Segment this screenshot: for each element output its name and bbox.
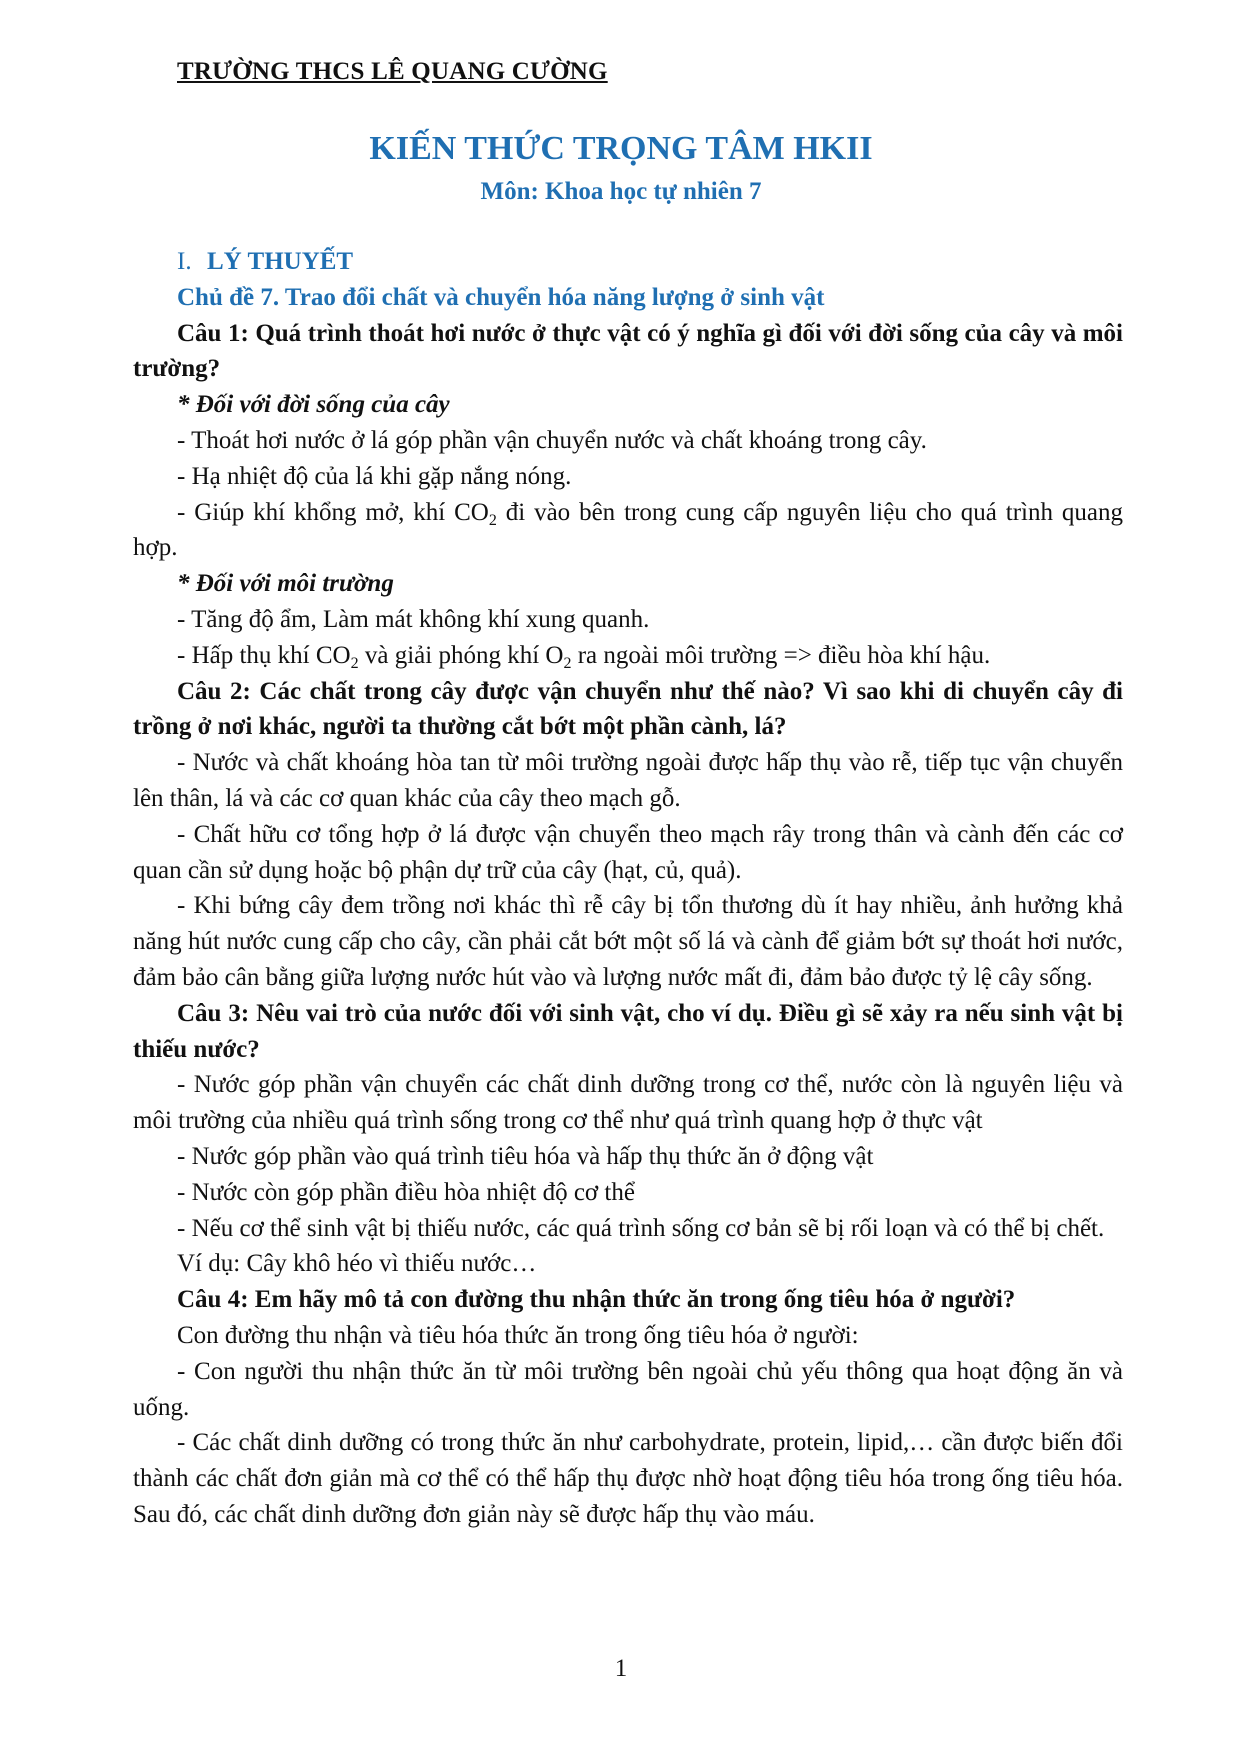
q3-example: Ví dụ: Cây khô héo vì thiếu nước…: [177, 1250, 537, 1278]
q4-paragraph: - Các chất dinh dưỡng có trong thức ăn như carbohydrate, protein, lipid,… cần được biến đổi thành các chất đơn giản mà cơ thể có thể hấp thụ được nhờ hoạt động tiêu hóa trong ống tiêu hóa. Sau đó, các chất dinh dưỡng đơn giản này sẽ được hấp thụ vào máu.: [133, 1429, 1123, 1528]
question-1: Câu 1: Quá trình thoát hơi nước ở thực vật có ý nghĩa gì đối với đời sống của cây và môi trường?: [133, 319, 1123, 383]
q1-paragraph: - Hạ nhiệt độ của lá khi gặp nắng nóng.: [177, 462, 572, 490]
school-name: TRƯỜNG THCS LÊ QUANG CƯỜNG: [177, 58, 608, 85]
document-body: [133, 244, 1123, 1533]
q1-paragraph: - Giúp khí khổng mở, khí $CO_2$ đi vào bên trong cung cấp nguyên liệu cho quá trình quang hợp.: [133, 498, 1123, 562]
question-2: Câu 2: Các chất trong cây được vận chuyển như thế nào? Vì sao khi di chuyển cây đi trồng ở nơi khác, người ta thường cắt bớt một phần cành, lá?: [133, 677, 1123, 741]
q2-paragraph: - Nước và chất khoáng hòa tan từ môi trường ngoài được hấp thụ vào rễ, tiếp tục vận chuyển lên thân, lá và các cơ quan khác của cây theo mạch gỗ.: [133, 749, 1123, 812]
section-title: LÝ THUYẾT: [207, 248, 354, 275]
q2-paragraph: - Chất hữu cơ tổng hợp ở lá được vận chuyển theo mạch rây trong thân và cành đến các cơ quan cần sử dụng hoặc bộ phận dự trữ của cây (hạt, củ, quả).: [133, 820, 1123, 884]
section-heading: [133, 244, 1123, 280]
q3-paragraph: - Nước còn góp phần điều hòa nhiệt độ cơ thể: [177, 1178, 635, 1206]
section-number: I.: [177, 248, 192, 275]
page-number: 1: [614, 1655, 628, 1682]
q4-paragraph: Con đường thu nhận và tiêu hóa thức ăn trong ống tiêu hóa ở người:: [177, 1321, 859, 1349]
question-3: Câu 3: Nêu vai trò của nước đối với sinh vật, cho ví dụ. Điều gì sẽ xảy ra nếu sinh vật bị thiếu nước?: [133, 999, 1123, 1063]
q1-subheading-plant: * Đối với đời sống của cây: [177, 391, 450, 419]
q1-paragraph: - Tăng độ ẩm, Làm mát không khí xung quanh.: [177, 605, 650, 633]
q1-subheading-environment: * Đối với môi trường: [177, 570, 394, 598]
document-subtitle: Môn: Khoa học tự nhiên 7: [480, 178, 762, 205]
q1-paragraph: - Thoát hơi nước ở lá góp phần vận chuyển nước và chất khoáng trong cây.: [177, 426, 927, 454]
q3-paragraph: - Nước góp phần vào quá trình tiêu hóa và hấp thụ thức ăn ở động vật: [177, 1142, 874, 1170]
q2-paragraph: - Khi bứng cây đem trồng nơi khác thì rễ cây bị tổn thương dù ít hay nhiều, ảnh hưởng khả năng hút nước cung cấp cho cây, cần phải cắt bớt một số lá và cành để giảm bớt sự thoát hơi nước, đảm bảo cân bằng giữa lượng nước hút vào và lượng nước mất đi, đảm bảo được tỷ lệ cây sống.: [133, 892, 1123, 991]
q1-paragraph: - Hấp thụ khí $CO_2$ và giải phóng khí $O_2$ ra ngoài môi trường => điều hòa khí hậu.: [177, 641, 991, 672]
q4-paragraph: - Con người thu nhận thức ăn từ môi trường bên ngoài chủ yếu thông qua hoạt động ăn và uống.: [133, 1357, 1123, 1421]
question-4: Câu 4: Em hãy mô tả con đường thu nhận thức ăn trong ống tiêu hóa ở người?: [177, 1286, 1016, 1314]
document-title: KIẾN THỨC TRỌNG TÂM HKII: [369, 130, 873, 167]
topic-heading: Chủ đề 7. Trao đổi chất và chuyển hóa năng lượng ở sinh vật: [177, 283, 825, 311]
q3-paragraph: - Nước góp phần vận chuyển các chất dinh dưỡng trong cơ thể, nước còn là nguyên liệu và môi trường của nhiều quá trình sống trong cơ thể như quá trình quang hợp ở thực vật: [133, 1071, 1123, 1135]
q3-paragraph: - Nếu cơ thể sinh vật bị thiếu nước, các quá trình sống cơ bản sẽ bị rối loạn và có thể bị chết.: [177, 1214, 1105, 1242]
